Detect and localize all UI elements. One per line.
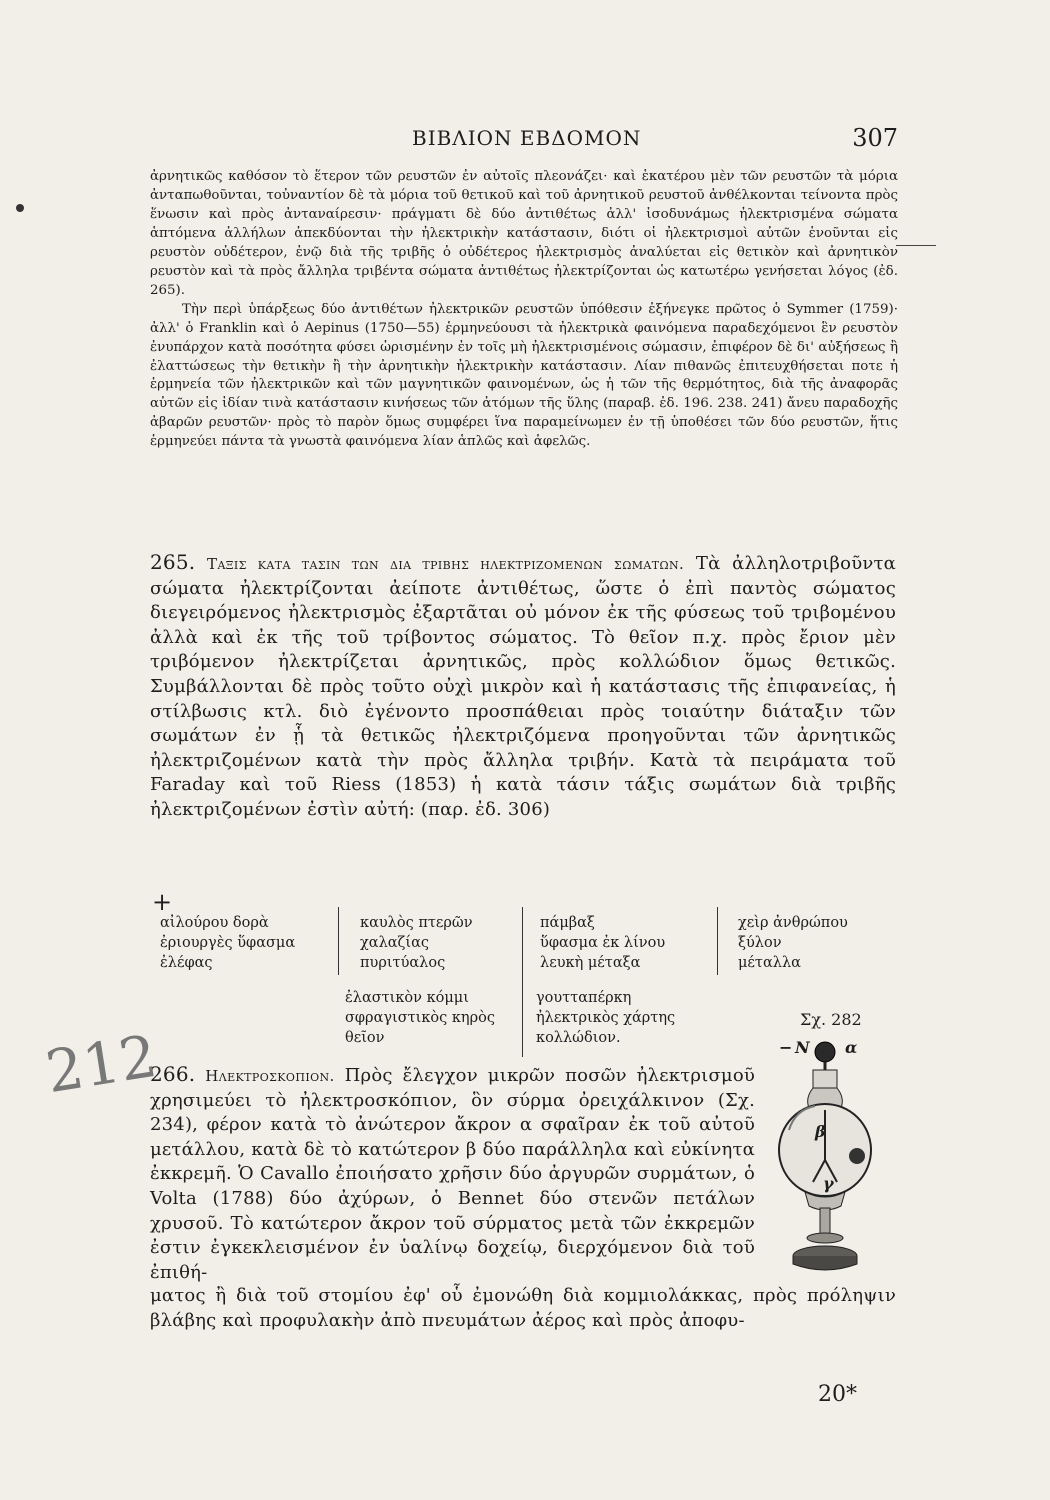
page-number: 307 bbox=[852, 124, 898, 152]
section-text: ματος ἢ διὰ τοῦ στομίου ἐφ' οὗ ἐμονώθη διὰ κομμιολάκκας, πρὸς πρόληψιν βλάβης καὶ προφυλακὴν ἀπὸ πνευμάτων ἀέρος καὶ πρὸς ἀποφυ- bbox=[150, 1285, 896, 1331]
section-title: Ταξις κατα τασιν των δια τριβης ηλεκτριζομενων σωματων. bbox=[207, 555, 685, 573]
series-column-4 bbox=[738, 913, 848, 973]
section-text: Πρὸς ἔλεγχον μικρῶν ποσῶν ἠλεκτρισμοῦ χρησιμεύει τὸ ἠλεκτροσκόπιον, ὃν σύρμα ὀρειχάλκινον (Σχ. 234), φέρον κατὰ τὸ ἀνώτερον ἄκρον α σφαῖραν ἐκ τοῦ αὐτοῦ μετάλλου, κατὰ δὲ τὸ κατώτερον β δύο παράλληλα καὶ εὐκίνητα ἐκκρεμῆ. Ὁ Cavallo ἐποιήσατο χρῆσιν δύο ἀργυρῶν συρμάτων, ὁ Volta (1788) δύο ἀχύρων, ὁ Bennet δύο στενῶν πετάλων χρυσοῦ. Τὸ κατώτερον ἄκρον τοῦ σύρματος μετὰ τῶν ἐκκρεμῶν ἐστιν ἐγκεκλεισμένον ἐν ὑαλίνῳ δοχείῳ, διερχόμενον διὰ τοῦ ἐπιθή- bbox=[150, 1065, 756, 1283]
margin-dash bbox=[896, 245, 936, 246]
series-item: ἠλεκτρικὸς χάρτης bbox=[536, 1010, 676, 1026]
series-column-3b bbox=[536, 988, 675, 1048]
figure-electroscope bbox=[765, 1010, 915, 1280]
series-item: ἐριουργὲς ὕφασμα bbox=[160, 935, 296, 951]
section-266 bbox=[150, 1062, 755, 1285]
series-column-1 bbox=[160, 913, 295, 973]
series-item: μέταλλα bbox=[738, 955, 801, 971]
series-item: λευκὴ μέταξα bbox=[540, 955, 641, 971]
series-item: κολλώδιον. bbox=[536, 1030, 621, 1046]
series-item: χαλαζίας bbox=[360, 935, 430, 951]
series-item: αἰλούρου δορὰ bbox=[160, 915, 269, 931]
series-item: ὕφασμα ἐκ λίνου bbox=[540, 935, 666, 951]
series-item: ἐλέφας bbox=[160, 955, 213, 971]
plus-sign: + bbox=[152, 888, 173, 916]
running-header bbox=[150, 126, 900, 156]
series-item: σφραγιστικὸς κηρὸς bbox=[345, 1010, 495, 1026]
section-266-continued bbox=[150, 1284, 896, 1333]
section-number: 266. bbox=[150, 1062, 196, 1086]
series-column-3 bbox=[540, 913, 665, 973]
series-item: ἐλαστικὸν κόμμι bbox=[345, 990, 469, 1006]
series-item: ξύλον bbox=[738, 935, 782, 951]
section-title: Ηλεκτροσκοπιον. bbox=[205, 1067, 335, 1085]
column-divider bbox=[338, 907, 339, 975]
series-item: πυριτύαλος bbox=[360, 955, 446, 971]
column-divider bbox=[717, 907, 718, 975]
series-item: πάμβαξ bbox=[540, 915, 595, 931]
figure-label-n: Ν bbox=[795, 1038, 810, 1057]
figure-caption: Σχ. 282 bbox=[800, 1010, 862, 1029]
series-column-2b bbox=[345, 988, 495, 1048]
header-title: ΒΙΒΛΙΟΝ ΕΒΔΟΜΟΝ bbox=[412, 126, 642, 150]
series-item: χεὶρ ἀνθρώπου bbox=[738, 915, 848, 931]
section-number: 265. bbox=[150, 550, 196, 574]
series-item: θεῖον bbox=[345, 1030, 385, 1046]
series-item: γουτταπέρκη bbox=[536, 990, 632, 1006]
column-divider bbox=[522, 907, 523, 1057]
series-column-2 bbox=[360, 913, 473, 973]
small-print-block bbox=[150, 168, 898, 452]
minus-sign: − bbox=[779, 1038, 793, 1057]
figure-label-b: β bbox=[815, 1122, 826, 1141]
section-text: Τὰ ἀλληλοτριβοῦντα σώματα ἠλεκτρίζονται ἀείποτε ἀντιθέτως, ὥστε ὁ ἐπὶ παντὸς σώματος διεγειρόμενος ἠλεκτρισμὸς ἐξαρτᾶται οὐ μόνον ἐκ τῆς φύσεως τοῦ τριβομένου ἀλλὰ καὶ ἐκ τῆς τοῦ τρίβοντος σώματος. Τὸ θεῖον π.χ. πρὸς ἔριον μὲν τριβόμενον ἠλεκτρίζεται ἀρνητικῶς, πρὸς κολλώδιον ὅμως θετικῶς. Συμβάλλονται δὲ πρὸς τοῦτο οὐχὶ μικρὸν καὶ ἡ κατάστασις τῆς ἐπιφανείας, ἡ στίλβωσις κτλ. διὸ ἐγένοντο προσπάθειαι πρὸς τοιαύτην διάταξιν τῶν σωμάτων ἐν ᾗ τὰ θετικῶς ἠλεκτριζόμενα προηγοῦνται τῶν ἀρνητικῶς ἠλεκτριζομένων κατὰ τὴν πρὸς ἄλληλα τριβήν. Κατὰ τὰ πειράματα τοῦ Faraday καὶ τοῦ Riess (1853) ἡ κατὰ τάσιν τάξις σωμάτων διὰ τριβῆς ἠλεκτριζομένων ἐστὶν αὐτή: (παρ. ἐδ. 306) bbox=[150, 553, 896, 820]
electroscope-drawing bbox=[765, 1010, 915, 1280]
margin-dot bbox=[16, 204, 24, 212]
paragraph-fluid-hypothesis: Τὴν περὶ ὑπάρξεως δύο ἀντιθέτων ἠλεκτρικῶν ρευστῶν ὑπόθεσιν ἐξήνεγκε πρῶτος ὁ Symmer (1759)· ἀλλ' ὁ Franklin καὶ ὁ Aepinus (1750—55) ἑρμηνεύουσι τὰ ἠλεκτρικὰ φαινόμενα παραδεχόμενοι ἓν ρευστὸν ἐνυπάρχον κατὰ ποσότητα φύσει ὡρισμένην ἐν τοῖς μὴ ἠλεκτρισμένοις σώμασιν, ἐπιφέρον δὲ δι' αὐξήσεως ἢ ἐλαττώσεως τὴν θετικὴν ἢ τὴν ἀρνητικὴν ἠλεκτρικὴν κατάστασιν. Λίαν πιθανῶς ἐπιτευχθήσεται ποτε ἡ ἑρμηνεία τῶν ἠλεκτρικῶν καὶ τῶν μαγνητικῶν φαινομένων, ὡς ἡ τῶν τῆς θερμότητος, διὰ τῆς ἀναφορᾶς αὐτῶν εἰς ἰδίαν τινὰ κατάστασιν κινήσεως τῶν ἀτόμων τῆς ὕλης (παραβ. ἐδ. 196. 238. 241) ἄνευ παραδοχῆς ἀβαρῶν ρευστῶν· πρὸς τὸ παρὸν ὅμως συμφέρει ἵνα παραμείνωμεν ἐν τῇ ὑποθέσει τῶν δύο ρευστῶν, ἥτις ἑρμηνεύει πάντα τὰ γνωστὰ φαινόμενα λίαν ἁπλῶς καὶ ἀφελῶς. bbox=[150, 301, 898, 450]
series-item: καυλὸς πτερῶν bbox=[360, 915, 473, 931]
section-265 bbox=[150, 550, 896, 823]
figure-label-a: α bbox=[845, 1038, 858, 1057]
paragraph-continued: ἀρνητικῶς καθόσον τὸ ἕτερον τῶν ρευστῶν ἐν αὐτοῖς πλεονάζει· καὶ ἑκατέρου μὲν τῶν ρευστῶν τὰ μόρια ἀνταπωθοῦνται, τοὐναντίον δὲ τὰ μόρια τοῦ θετικοῦ καὶ τοῦ ἀρνητικοῦ ρευστοῦ ἀνθέλκονται τείνοντα πρὸς ἕνωσιν καὶ πρὸς ἀνταναίρεσιν· πράγματι δὲ δύο ἀντιθέτως ἀλλ' ἰσοδυνάμως ἠλεκτρισμένα σώματα ἁπτόμενα ἀλλήλων ἀπεκδύονται τὴν ἠλεκτρικὴν κατάστασιν, διότι οἱ ἠλεκτρισμοὶ αὐτῶν ἑνοῦνται εἰς ρευστὸν οὐδέτερον, ἐνῷ διὰ τῆς τριβῆς ὁ οὐδέτερος ἠλεκτρισμὸς ἀναλύεται εἰς θετικὸν καὶ ἀρνητικὸν ρευστὸν καὶ τὰ πρὸς ἄλληλα τριβέντα σώματα ἀντιθέτως ἠλεκτρίζονται ὡς κατωτέρω γενήσεται λόγος (ἐδ. 265). bbox=[150, 169, 898, 298]
handwritten-margin-note: 212 bbox=[41, 1021, 162, 1107]
signature-mark: 20* bbox=[818, 1382, 857, 1407]
figure-label-g: γ bbox=[823, 1174, 834, 1193]
